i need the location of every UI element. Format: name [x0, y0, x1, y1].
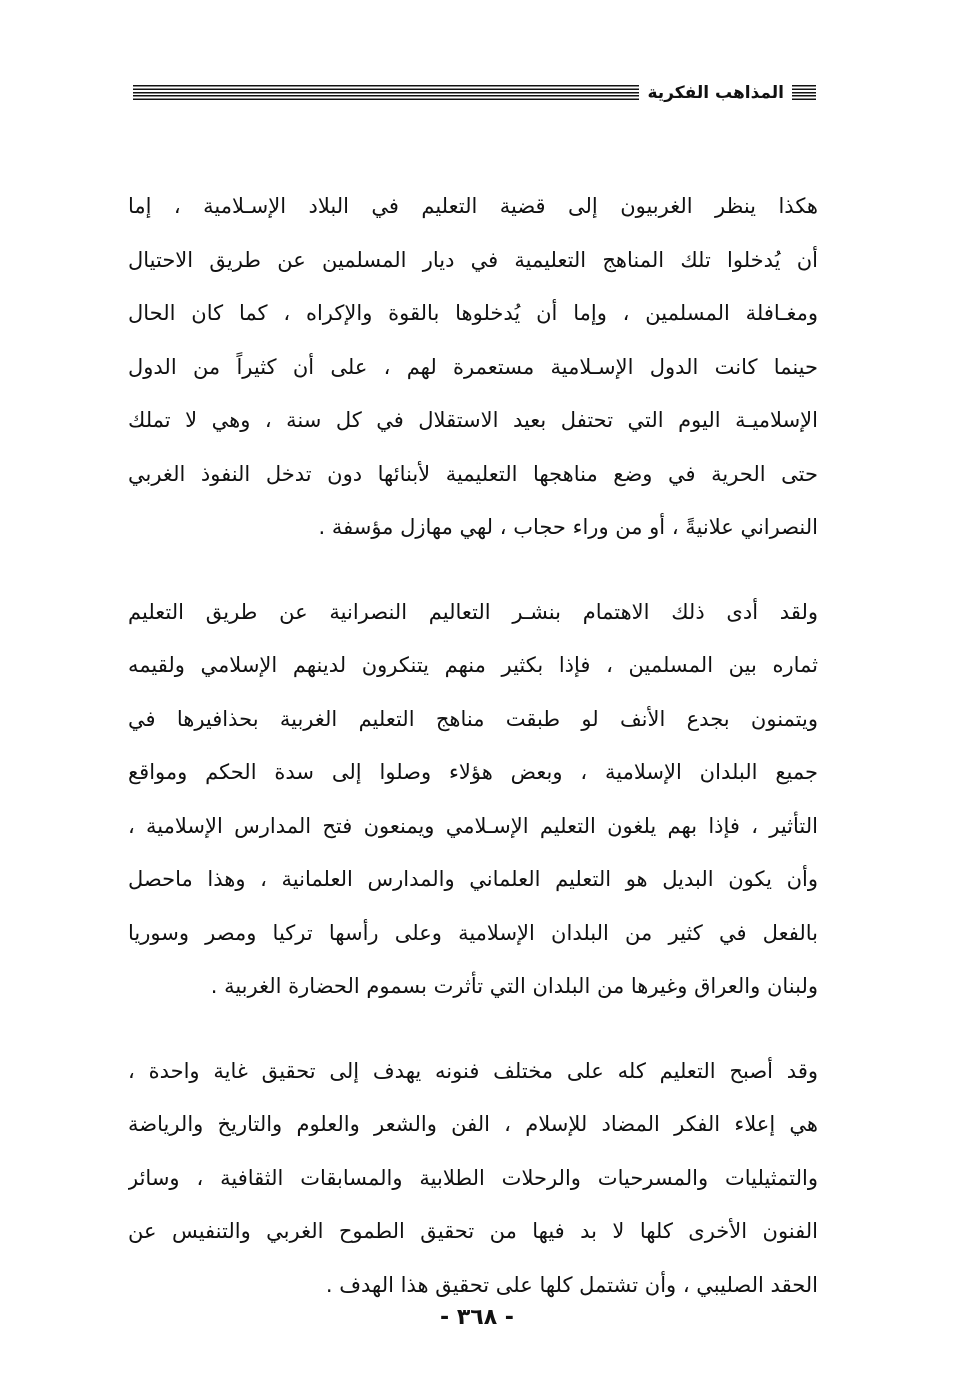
text-line: وأن يكون البديل هو التعليم العلماني والمدارس العلمانية ، وهذا ماحصل [128, 867, 818, 891]
text-line: والتمثيليات والمسرحيات والرحلات الطلابية والمسابقات الثقافية ، وسائر [128, 1165, 818, 1190]
page-number: - ٣٦٨ - [440, 1305, 514, 1330]
text-line: ويتمنون بجدع الأنف لو طبقت مناهج التعليم الغربية بحذافيرها في [128, 706, 818, 731]
text-line: الحقد الصليبي ، وأن تشتمل كلها على تحقيق هذا الهدف . [325, 1272, 818, 1297]
paragraph-1 [128, 180, 818, 555]
running-header [133, 80, 816, 106]
text-line: هي إعلاء الفكر المضاد للإسلام ، الفن والشعر والعلوم والتاريخ والرياضة [128, 1112, 818, 1136]
text-line: الإسلاميـة اليوم التي تحتفل بعيد الاستقلال في كل سنة ، وهي لا تملك [128, 408, 818, 432]
text-line: جميع البلدان الإسلامية ، وبعض هؤلاء وصلوا إلى سدة الحكم ومواقع [128, 760, 818, 784]
header-title: المذاهب الفكرية [647, 83, 784, 103]
body-text [128, 180, 818, 1343]
paragraph-3 [128, 1045, 818, 1313]
text-line: التأثير ، فإذا بهم يلغون التعليم الإسـلامي ويمنعون فتح المدارس الإسلامية ، [128, 813, 818, 838]
paragraph-2 [128, 586, 818, 1014]
text-line: ولقد أدى ذلك الاهتمام بنشـر التعاليم النصرانية عن طريق التعليم [128, 599, 818, 624]
text-line: النصراني علانيةً ، أو من وراء حجاب ، لهي مهازل مؤسفة . [318, 515, 818, 539]
text-line: الفنون الأخرى كلها لا بد فيها من تحقيق الطموح الغربي والتنفيس عن [128, 1219, 818, 1243]
header-rule-left [133, 85, 639, 102]
header-rule-right [792, 85, 816, 102]
text-line: بالفعل في كثير من البلدان الإسلامية وعلى رأسها تركيا ومصر وسوريا [128, 920, 818, 945]
text-line: وقد أصبح التعليم كله على مختلف فنونه يهدف إلى تحقيق غاية واحدة ، [128, 1058, 818, 1083]
text-line: ثماره بين المسلمين ، فإذا بكثير منهم يتنكرون لدينهم الإسلامي ولقيمه [128, 653, 818, 677]
text-line: حينما كانت الدول الإسـلامية مستعمرة لهم ، على أن كثيراً من الدول [128, 354, 818, 379]
text-line: حتى الحرية في وضع مناهجها التعليمية لأبنائها دون تدخل النفوذ الغربي [128, 461, 818, 486]
text-line: أن يُدخلوا تلك المناهج التعليمية في ديار المسلمين عن طريق الاحتيال [128, 247, 818, 272]
text-line: ولبنان والعراق وغيرها من البلدان التي تأثرت بسموم الحضارة الغربية . [210, 974, 818, 998]
text-line: ومغـافلة المسلمين ، وإما أن يُدخلوها بالقوة والإكراه ، كما كان الحال [128, 301, 818, 325]
text-line: هكذا ينظر الغربيون إلى قضية التعليم في البلاد الإسـلامية ، إما [128, 194, 818, 218]
